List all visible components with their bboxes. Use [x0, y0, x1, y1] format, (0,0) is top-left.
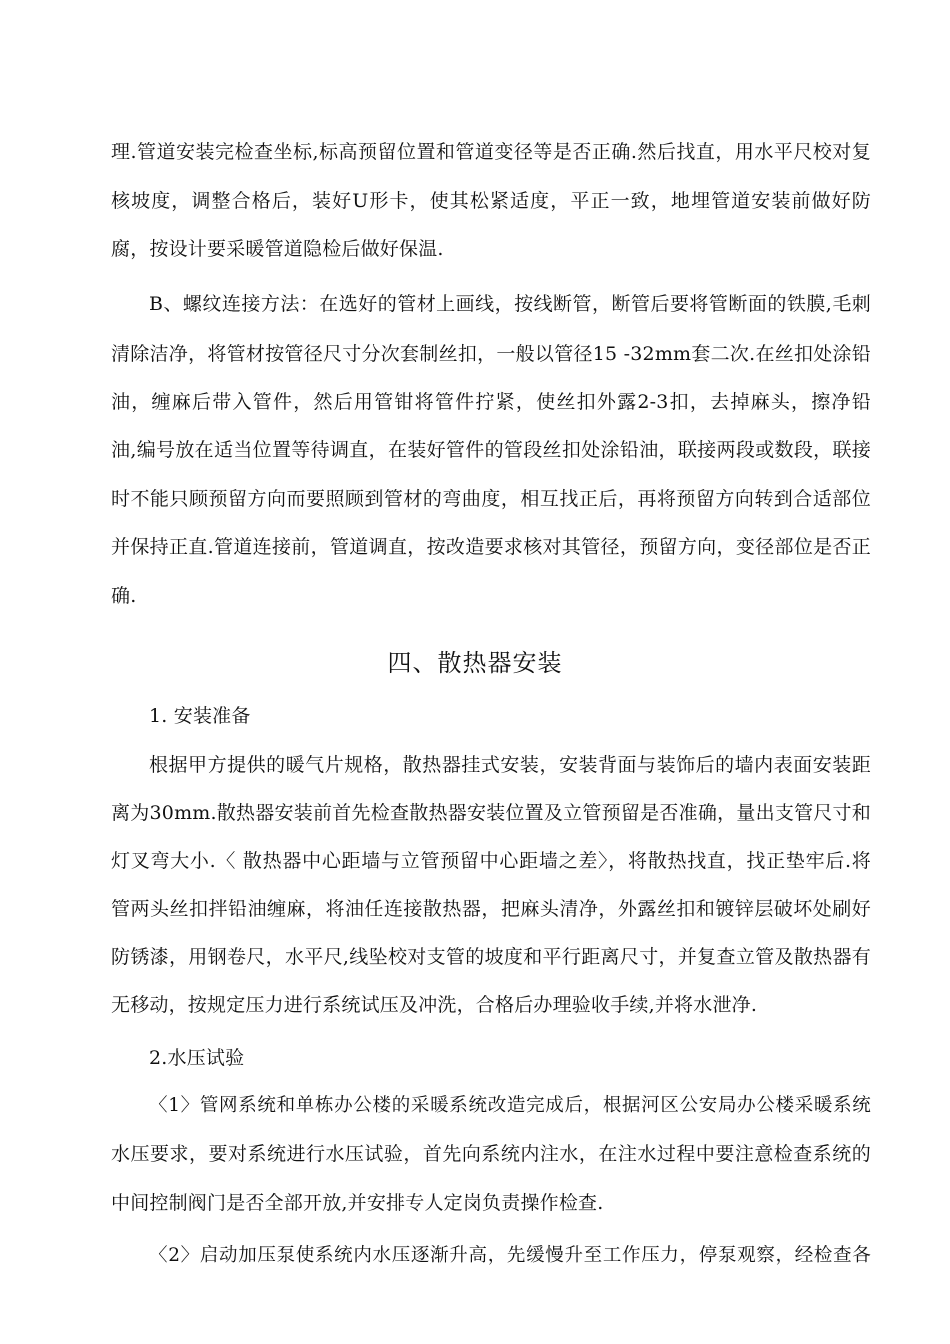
paragraph-line: 腐，按设计要采暖管道隐检后做好保温.	[111, 238, 444, 260]
paragraph-line: 确.	[111, 585, 137, 607]
paragraph-line: 核坡度，调整合格后，装好U形卡，使其松紧适度，平正一致，地埋管道安装前做好防	[111, 190, 871, 212]
paragraph-line: 〈1〉管网系统和单栋办公楼的采暖系统改造完成后，根据河区公安局办公楼采暖系统	[149, 1095, 871, 1116]
paragraph-line: 灯叉弯大小.〈 散热器中心距墙与立管预留中心距墙之差〉，将散热找直，找正垫牢后.将	[111, 850, 871, 872]
section-heading: 四、散热器安装	[387, 649, 563, 677]
paragraph-line: 根据甲方提供的暖气片规格，散热器挂式安装，安装背面与装饰后的墙内表面安装距	[149, 754, 871, 776]
paragraph-line: 〈2〉启动加压泵使系统内水压逐渐升高，先缓慢升至工作压力，停泵观察，经检查各	[149, 1245, 871, 1266]
paragraph-line: 中间控制阀门是否全部开放,并安排专人定岗负责操作检查.	[111, 1192, 604, 1214]
paragraph-line: B、螺纹连接方法：在选好的管材上画线，按线断管，断管后要将管断面的铁膜,毛刺	[149, 293, 871, 315]
paragraph-line: 油，缠麻后带入管件，然后用管钳将管件拧紧，使丝扣外露2-3扣，去掉麻头，擦净铅	[111, 391, 871, 413]
subsection-title: 1. 安装准备	[149, 705, 251, 727]
paragraph-line: 并保持正直.管道连接前，管道调直，按改造要求核对其管径，预留方向，变径部位是否正	[111, 536, 871, 558]
paragraph-line: 离为30mm.散热器安装前首先检查散热器安装位置及立管预留是否准确，量出支管尺寸和	[111, 802, 871, 824]
subsection-title: 2.水压试验	[149, 1047, 245, 1069]
paragraph-line: 清除洁净，将管材按管径尺寸分次套制丝扣，一般以管径15 -32mm套二次.在丝扣处涂铅	[111, 343, 871, 365]
paragraph-line: 防锈漆，用钢卷尺，水平尺,线坠校对支管的坡度和平行距离尺寸，并复查立管及散热器有	[111, 946, 871, 968]
paragraph-line: 时不能只顾预留方向而要照顾到管材的弯曲度，相互找正后，再将预留方向转到合适部位	[111, 488, 871, 510]
paragraph-line: 理.管道安装完检查坐标,标高预留位置和管道变径等是否正确.然后找直，用水平尺校对复	[111, 141, 871, 163]
paragraph-line: 水压要求，要对系统进行水压试验，首先向系统内注水，在注水过程中要注意检查系统的	[111, 1143, 871, 1165]
paragraph-line: 无移动，按规定压力进行系统试压及冲洗，合格后办理验收手续,并将水泄净.	[111, 994, 758, 1016]
paragraph-line: 管两头丝扣拌铅油缠麻，将油任连接散热器，把麻头清净，外露丝扣和镀锌层破坏处刷好	[111, 898, 871, 920]
paragraph-line: 油,编号放在适当位置等待调直，在装好管件的管段丝扣处涂铅油，联接两段或数段，联接	[111, 439, 871, 461]
